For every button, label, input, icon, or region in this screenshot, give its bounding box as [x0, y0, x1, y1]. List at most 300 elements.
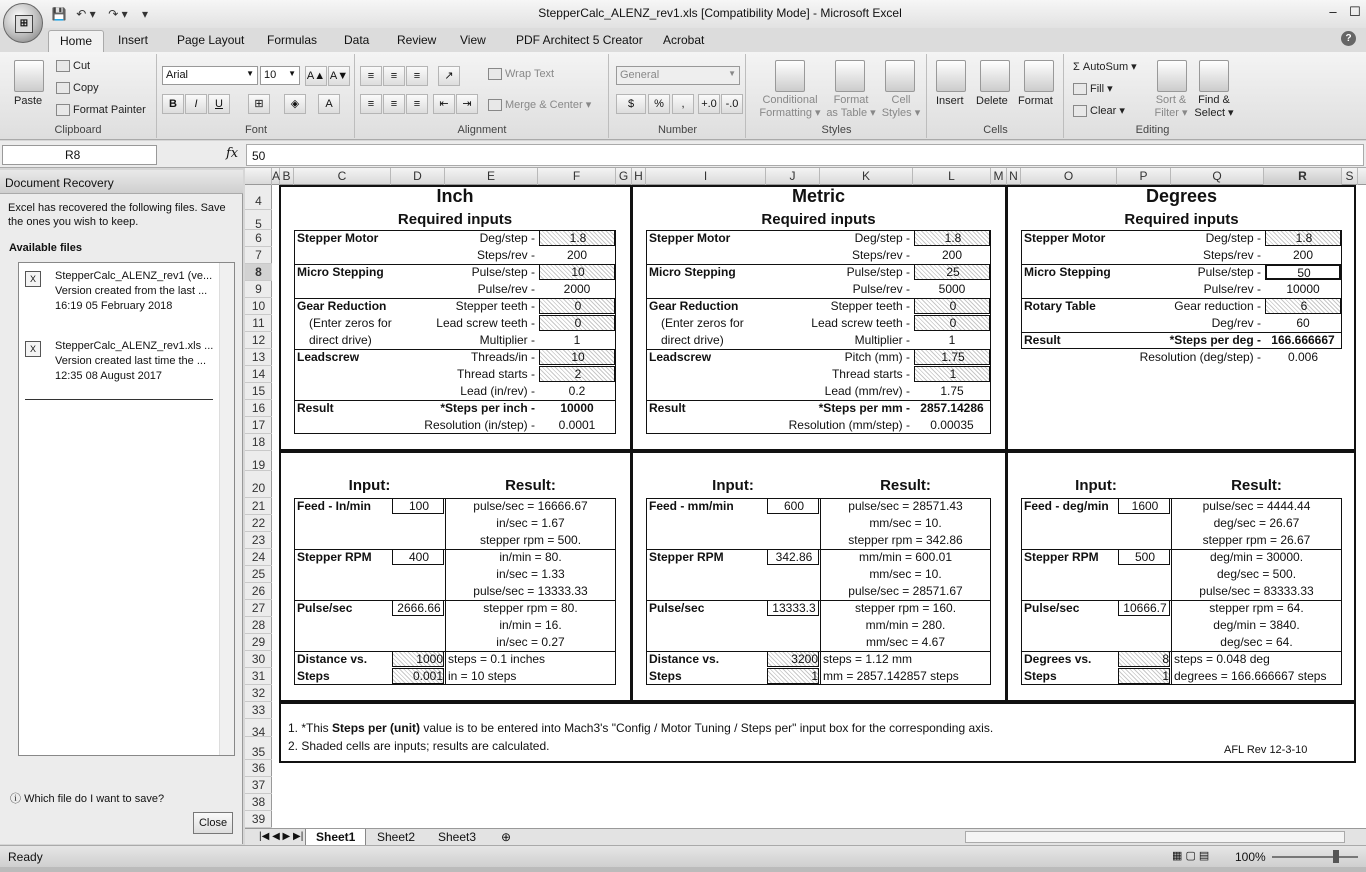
increase-decimal-button[interactable]: +.0 [698, 94, 720, 114]
sheet-tab-2[interactable]: Sheet2 [377, 830, 416, 844]
calc-input-label[interactable]: Pulse/sec [649, 601, 705, 615]
gear-reduction-label[interactable]: Gear Reduction [297, 299, 387, 313]
column-header-h[interactable]: H [632, 168, 646, 185]
calc-result[interactable]: in/min = 80. [499, 550, 562, 564]
calc-result[interactable]: pulse/sec = 4444.44 [1202, 499, 1311, 513]
row-header-38[interactable]: 38 [245, 794, 272, 811]
threads-label[interactable]: Threads/in - [470, 350, 535, 364]
steps-label[interactable]: Steps [649, 669, 682, 683]
row-header-8[interactable]: 8 [245, 264, 272, 281]
column-header-i[interactable]: I [646, 168, 766, 185]
insert-cells-icon[interactable] [936, 60, 966, 92]
recovery-file-item[interactable] [25, 269, 221, 315]
pulse-rev-value[interactable]: 10000 [1286, 282, 1320, 296]
steps-input[interactable]: 1 [1118, 668, 1170, 684]
note-1[interactable] [288, 720, 1168, 737]
steps-per-unit-value[interactable]: 2857.14286 [920, 401, 984, 415]
shrink-font-button[interactable]: A▼ [328, 66, 350, 86]
stepper-teeth-input[interactable]: 0 [539, 298, 615, 314]
micro-stepping-label[interactable]: Micro Stepping [649, 265, 736, 279]
paste-button[interactable]: Paste [14, 95, 43, 107]
calc-input-label[interactable]: Feed - In/min [297, 499, 372, 513]
font-size-select[interactable]: 10 ▼ [260, 66, 300, 85]
autosum-button[interactable] [1073, 60, 1137, 73]
row-header-32[interactable]: 32 [245, 685, 272, 702]
column-header-l[interactable]: L [913, 168, 991, 185]
steps-rev-value[interactable]: 200 [941, 248, 963, 262]
steps-per-unit-label[interactable]: *Steps per inch - [440, 401, 535, 415]
tab-pdf-architect[interactable]: PDF Architect 5 Creator [516, 33, 643, 47]
pulse-rev-label[interactable]: Pulse/rev - [852, 282, 910, 296]
calc-result[interactable]: pulse/sec = 16666.67 [473, 499, 588, 513]
merge-center-button[interactable] [488, 98, 591, 111]
calc-result[interactable]: stepper rpm = 80. [483, 601, 578, 615]
font-name-select[interactable]: Arial ▼ [162, 66, 258, 85]
recovery-file-item[interactable] [25, 339, 221, 385]
conditional-formatting-icon[interactable] [775, 60, 805, 92]
calc-result[interactable]: deg/min = 3840. [1213, 618, 1300, 632]
insert-cells-button[interactable]: Insert [936, 95, 964, 107]
row-header-25[interactable]: 25 [245, 566, 272, 583]
resolution-value[interactable]: 0.006 [1287, 350, 1319, 364]
steps-rev-value[interactable]: 200 [1292, 248, 1314, 262]
align-top-icon[interactable]: ≡ [360, 66, 382, 86]
number-format-select[interactable]: General ▼ [616, 66, 740, 85]
gear-reduction-label[interactable]: Gear reduction - [1174, 299, 1261, 313]
comma-button[interactable]: , [672, 94, 694, 114]
steps-input[interactable]: 0.001 [392, 668, 444, 684]
column-header-n[interactable]: N [1007, 168, 1021, 185]
calc-input[interactable]: 1600 [1118, 498, 1170, 514]
inch-title[interactable]: Inch [436, 186, 474, 206]
deg-step-label[interactable]: Deg/step - [1205, 231, 1261, 245]
pulse-step-label[interactable]: Pulse/step - [471, 265, 535, 279]
row-header-26[interactable]: 26 [245, 583, 272, 600]
row-header-22[interactable]: 22 [245, 515, 272, 532]
row-header-33[interactable]: 33 [245, 702, 272, 719]
row-header-21[interactable]: 21 [245, 498, 272, 515]
orientation-icon[interactable]: ↗ [438, 66, 460, 86]
calc-input[interactable]: 600 [767, 498, 819, 514]
deg-step-label[interactable]: Deg/step - [479, 231, 535, 245]
lead-screw-teeth-label[interactable]: Lead screw teeth - [811, 316, 910, 330]
calc-result[interactable]: stepper rpm = 64. [1209, 601, 1304, 615]
result-heading[interactable]: Result: [505, 477, 556, 494]
align-middle-icon[interactable]: ≡ [383, 66, 405, 86]
distance-result[interactable]: steps = 0.1 inches [448, 652, 546, 666]
multiplier-value[interactable]: 1 [573, 333, 581, 347]
tab-formulas[interactable]: Formulas [267, 33, 318, 47]
inch-required-inputs[interactable]: Required inputs [397, 211, 513, 228]
stepper-teeth-input[interactable]: 0 [914, 298, 990, 314]
column-header-c[interactable]: C [294, 168, 391, 185]
result-label[interactable]: Result [1024, 333, 1061, 347]
gear-note-2[interactable]: direct drive) [661, 333, 724, 347]
recovery-scrollbar[interactable] [219, 263, 234, 755]
percent-button[interactable]: % [648, 94, 670, 114]
row-header-23[interactable]: 23 [245, 532, 272, 549]
row-header-9[interactable]: 9 [245, 281, 272, 298]
steps-result[interactable]: in = 10 steps [448, 669, 517, 683]
paste-icon[interactable] [14, 60, 44, 92]
row-header-24[interactable]: 24 [245, 549, 272, 566]
calc-result[interactable]: mm/min = 600.01 [858, 550, 953, 564]
calc-input[interactable]: 100 [392, 498, 444, 514]
row-header-16[interactable]: 16 [245, 400, 272, 417]
format-as-table-icon[interactable] [835, 60, 865, 92]
steps-label[interactable]: Steps [1024, 669, 1057, 683]
tab-scroll-arrows-icon[interactable]: |◀ ◀ ▶ ▶| [259, 831, 304, 842]
zoom-slider[interactable] [1272, 856, 1358, 858]
row-header-14[interactable]: 14 [245, 366, 272, 383]
align-bottom-icon[interactable]: ≡ [406, 66, 428, 86]
calc-input-label[interactable]: Pulse/sec [1024, 601, 1080, 615]
cell-styles-button[interactable] [879, 94, 923, 120]
font-color-icon[interactable]: A [318, 94, 340, 114]
delete-cells-icon[interactable] [980, 60, 1010, 92]
result-heading[interactable]: Result: [1231, 477, 1282, 494]
fx-icon[interactable]: fx [226, 146, 239, 161]
deg-rev-label[interactable]: Deg/rev - [1211, 316, 1261, 330]
column-header-b[interactable]: B [280, 168, 294, 185]
threads-input[interactable]: 10 [539, 349, 615, 365]
row-header-12[interactable]: 12 [245, 332, 272, 349]
row-header-17[interactable]: 17 [245, 417, 272, 434]
formula-input[interactable]: 50 [246, 144, 1364, 166]
result-label[interactable]: Result [649, 401, 686, 415]
column-header-a[interactable]: A [272, 169, 281, 183]
row-header-7[interactable]: 7 [245, 247, 272, 264]
minimize-button[interactable]: – [1329, 4, 1337, 19]
column-header-g[interactable]: G [616, 168, 632, 185]
cut-button[interactable] [56, 60, 90, 72]
distance-label[interactable]: Distance vs. [297, 652, 368, 666]
thread-starts-input[interactable]: 1 [914, 366, 990, 382]
row-header-6[interactable]: 6 [245, 230, 272, 247]
sort-filter-icon[interactable] [1157, 60, 1187, 92]
rotary-table-label[interactable]: Rotary Table [1024, 299, 1096, 313]
calc-result[interactable]: deg/sec = 500. [1216, 567, 1297, 581]
grow-font-button[interactable]: A▲ [305, 66, 327, 86]
calc-input[interactable]: 342.86 [767, 549, 819, 565]
calc-result[interactable]: deg/min = 30000. [1209, 550, 1304, 564]
steps-rev-label[interactable]: Steps/rev - [1202, 248, 1261, 262]
deg-step-label[interactable]: Deg/step - [854, 231, 910, 245]
distance-input[interactable]: 1000 [392, 651, 444, 667]
redo-icon[interactable]: ↷ ▾ [108, 7, 128, 21]
view-buttons-icon[interactable]: ▦ ▢ ▤ [1172, 850, 1210, 862]
calc-result[interactable]: deg/sec = 26.67 [1213, 516, 1300, 530]
steps-rev-label[interactable]: Steps/rev - [476, 248, 535, 262]
input-heading[interactable]: Input: [712, 477, 754, 494]
close-button[interactable]: Close [193, 812, 233, 834]
delete-cells-button[interactable]: Delete [976, 95, 1008, 107]
calc-input-label[interactable]: Feed - deg/min [1024, 499, 1109, 513]
tab-review[interactable]: Review [397, 33, 437, 47]
resolution-label[interactable]: Resolution (mm/step) - [788, 418, 910, 432]
calc-input-label[interactable]: Feed - mm/min [649, 499, 734, 513]
calc-input-label[interactable]: Stepper RPM [297, 550, 372, 564]
column-header-o[interactable]: O [1021, 168, 1117, 185]
row-header-34[interactable]: 34 [245, 719, 272, 737]
deg-rev-value[interactable]: 60 [1296, 316, 1310, 330]
row-header-27[interactable]: 27 [245, 600, 272, 617]
degrees-required-inputs[interactable]: Required inputs [1124, 211, 1239, 228]
column-header-r[interactable]: R [1264, 168, 1342, 185]
wrap-text-button[interactable] [488, 68, 554, 80]
calc-result[interactable]: deg/sec = 64. [1220, 635, 1293, 649]
calc-result[interactable]: pulse/sec = 28571.67 [848, 584, 963, 598]
tab-home[interactable]: Home [48, 30, 104, 52]
leadscrew-label[interactable]: Leadscrew [649, 350, 712, 364]
metric-title[interactable]: Metric [791, 186, 845, 206]
column-header-s[interactable]: S [1342, 168, 1358, 185]
lead-label[interactable]: Lead (mm/rev) - [824, 384, 910, 398]
name-box[interactable]: R8 [2, 145, 157, 165]
increase-indent-icon[interactable]: ⇥ [456, 94, 478, 114]
stepper-teeth-label[interactable]: Stepper teeth - [455, 299, 535, 313]
calc-result[interactable]: pulse/sec = 28571.43 [848, 499, 963, 513]
calc-result[interactable]: mm/sec = 4.67 [865, 635, 946, 649]
calc-input[interactable]: 500 [1118, 549, 1170, 565]
lead-screw-teeth-input[interactable]: 0 [539, 315, 615, 331]
column-header-j[interactable]: J [766, 168, 820, 185]
steps-rev-label[interactable]: Steps/rev - [851, 248, 910, 262]
row-header-31[interactable]: 31 [245, 668, 272, 685]
deg-step-input[interactable]: 1.8 [1265, 230, 1341, 246]
column-header-q[interactable]: Q [1171, 168, 1264, 185]
calc-result[interactable]: stepper rpm = 500. [479, 533, 582, 547]
pulse-step-input[interactable]: 25 [914, 264, 990, 280]
steps-result[interactable]: mm = 2857.142857 steps [823, 669, 959, 683]
help-icon[interactable]: ? [1341, 31, 1356, 46]
steps-per-unit-label[interactable]: *Steps per mm - [818, 401, 910, 415]
pulse-step-input[interactable]: 10 [539, 264, 615, 280]
format-cells-icon[interactable] [1024, 60, 1054, 92]
pulse-rev-label[interactable]: Pulse/rev - [1203, 282, 1261, 296]
gear-note-1[interactable]: (Enter zeros for [661, 316, 744, 330]
insert-sheet-icon[interactable]: ⊕ [501, 830, 512, 844]
select-all-corner[interactable] [245, 168, 272, 185]
steps-per-unit-label[interactable]: *Steps per deg - [1169, 333, 1261, 347]
calc-input-label[interactable]: Stepper RPM [649, 550, 724, 564]
calc-result[interactable]: stepper rpm = 160. [854, 601, 957, 615]
gear-note-1[interactable]: (Enter zeros for [309, 316, 392, 330]
calc-input[interactable]: 2666.66 [392, 600, 444, 616]
office-button[interactable] [3, 3, 43, 43]
tab-page-layout[interactable]: Page Layout [177, 33, 245, 47]
copy-button[interactable] [56, 82, 99, 94]
pulse-rev-value[interactable]: 2000 [563, 282, 591, 296]
deg-step-input[interactable]: 1.8 [914, 230, 990, 246]
bold-button[interactable]: B [162, 94, 184, 114]
distance-result[interactable]: steps = 1.12 mm [823, 652, 913, 666]
lead-screw-teeth-input[interactable]: 0 [914, 315, 990, 331]
row-header-29[interactable]: 29 [245, 634, 272, 651]
gear-note-2[interactable]: direct drive) [309, 333, 372, 347]
steps-label[interactable]: Steps [297, 669, 330, 683]
calc-input[interactable]: 13333.3 [767, 600, 819, 616]
calc-result[interactable]: in/sec = 0.27 [496, 635, 565, 649]
italic-button[interactable]: I [185, 94, 207, 114]
align-center-icon[interactable]: ≡ [383, 94, 405, 114]
deg-step-input[interactable]: 1.8 [539, 230, 615, 246]
calc-result[interactable]: in/min = 16. [499, 618, 562, 632]
calc-input-label[interactable]: Pulse/sec [297, 601, 353, 615]
column-header-d[interactable]: D [391, 168, 445, 185]
calc-result[interactable]: in/sec = 1.67 [496, 516, 565, 530]
resolution-value[interactable]: 0.00035 [930, 418, 974, 432]
distance-label[interactable]: Distance vs. [649, 652, 720, 666]
row-header-36[interactable]: 36 [245, 760, 272, 777]
resolution-label[interactable]: Resolution (deg/step) - [1139, 350, 1261, 364]
conditional-formatting-button[interactable] [755, 94, 825, 120]
distance-result[interactable]: steps = 0.048 deg [1174, 652, 1270, 666]
threads-input[interactable]: 1.75 [914, 349, 990, 365]
column-header-k[interactable]: K [820, 168, 913, 185]
revision-label[interactable]: AFL Rev 12-3-10 [1224, 744, 1308, 756]
binoculars-icon[interactable] [1199, 60, 1229, 92]
undo-icon[interactable]: ↶ ▾ [76, 7, 96, 21]
row-header-4[interactable]: 4 [245, 185, 272, 210]
tab-data[interactable]: Data [344, 33, 370, 47]
decrease-decimal-button[interactable]: -.0 [721, 94, 743, 114]
micro-stepping-label[interactable]: Micro Stepping [1024, 265, 1111, 279]
distance-input[interactable]: 3200 [767, 651, 819, 667]
tab-acrobat[interactable]: Acrobat [663, 33, 705, 47]
tab-view[interactable]: View [460, 33, 486, 47]
format-as-table-button[interactable] [823, 94, 879, 120]
micro-stepping-label[interactable]: Micro Stepping [297, 265, 384, 279]
distance-label[interactable]: Degrees vs. [1024, 652, 1092, 666]
steps-per-unit-value[interactable]: 166.666667 [1271, 333, 1335, 347]
threads-label[interactable]: Pitch (mm) - [844, 350, 910, 364]
resolution-value[interactable]: 0.0001 [558, 418, 596, 432]
gear-reduction-label[interactable]: Gear Reduction [649, 299, 739, 313]
fill-button[interactable] [1073, 82, 1113, 95]
format-cells-button[interactable]: Format [1018, 95, 1053, 107]
column-header-e[interactable]: E [445, 168, 538, 185]
calc-result[interactable]: stepper rpm = 342.86 [848, 533, 963, 547]
stepper-motor-label[interactable]: Stepper Motor [649, 231, 731, 245]
steps-rev-value[interactable]: 200 [566, 248, 588, 262]
gear-reduction-input[interactable]: 6 [1265, 298, 1341, 314]
clear-button[interactable] [1073, 104, 1125, 117]
thread-starts-label[interactable]: Thread starts - [831, 367, 910, 381]
decrease-indent-icon[interactable]: ⇤ [433, 94, 455, 114]
horizontal-scrollbar[interactable] [965, 831, 1345, 843]
zoom-slider-thumb[interactable] [1333, 850, 1339, 863]
row-header-5[interactable]: 5 [245, 210, 272, 230]
metric-required-inputs[interactable]: Required inputs [761, 211, 876, 228]
degrees-title[interactable]: Degrees [1145, 186, 1218, 206]
customize-qat-icon[interactable]: ▾ [141, 7, 149, 21]
save-icon[interactable]: 💾 [51, 7, 67, 21]
calc-result[interactable]: mm/sec = 10. [869, 567, 942, 581]
lead-value[interactable]: 0.2 [568, 384, 586, 398]
cell-grid[interactable] [272, 185, 1366, 828]
pulse-rev-value[interactable]: 5000 [938, 282, 966, 296]
stepper-motor-label[interactable]: Stepper Motor [297, 231, 379, 245]
row-header-18[interactable]: 18 [245, 434, 272, 451]
result-heading[interactable]: Result: [880, 477, 931, 494]
row-header-30[interactable]: 30 [245, 651, 272, 668]
calc-result[interactable]: pulse/sec = 13333.33 [473, 584, 588, 598]
lead-value[interactable]: 1.75 [940, 384, 964, 398]
calc-result[interactable]: mm/min = 280. [865, 618, 946, 632]
column-header-f[interactable]: F [538, 168, 616, 185]
format-painter-button[interactable] [56, 104, 146, 116]
maximize-button[interactable]: ☐ [1349, 4, 1361, 19]
currency-button[interactable]: $ [616, 94, 646, 114]
lead-label[interactable]: Lead (in/rev) - [460, 384, 535, 398]
row-header-13[interactable]: 13 [245, 349, 272, 366]
align-left-icon[interactable]: ≡ [360, 94, 382, 114]
note-2[interactable]: 2. Shaded cells are inputs; results are calculated. [288, 739, 550, 753]
input-heading[interactable]: Input: [348, 477, 391, 494]
recovery-help-link[interactable] [10, 790, 164, 806]
calc-result[interactable]: stepper rpm = 26.67 [1202, 533, 1311, 547]
distance-input[interactable]: 8 [1118, 651, 1170, 667]
row-header-11[interactable]: 11 [245, 315, 272, 332]
stepper-teeth-label[interactable]: Stepper teeth - [830, 299, 910, 313]
multiplier-value[interactable]: 1 [948, 333, 956, 347]
pulse-step-input[interactable]: 50 [1265, 264, 1341, 280]
tab-insert[interactable]: Insert [118, 33, 149, 47]
pulse-step-label[interactable]: Pulse/step - [846, 265, 910, 279]
calc-result[interactable]: pulse/sec = 83333.33 [1199, 584, 1314, 598]
sheet-tab-3[interactable]: Sheet3 [438, 830, 477, 844]
calc-input[interactable]: 400 [392, 549, 444, 565]
steps-result[interactable]: degrees = 166.666667 steps [1174, 669, 1327, 683]
row-header-35[interactable]: 35 [245, 737, 272, 760]
row-header-15[interactable]: 15 [245, 383, 272, 400]
column-header-p[interactable]: P [1117, 168, 1171, 185]
thread-starts-label[interactable]: Thread starts - [456, 367, 535, 381]
worksheet[interactable] [245, 168, 1366, 828]
find-select-button[interactable] [1191, 94, 1237, 120]
sort-filter-button[interactable] [1149, 94, 1193, 120]
stepper-motor-label[interactable]: Stepper Motor [1024, 231, 1106, 245]
calc-result[interactable]: in/sec = 1.33 [496, 567, 565, 581]
steps-per-unit-value[interactable]: 10000 [560, 401, 594, 415]
row-header-10[interactable]: 10 [245, 298, 272, 315]
pulse-rev-label[interactable]: Pulse/rev - [477, 282, 535, 296]
calc-input[interactable]: 10666.7 [1118, 600, 1170, 616]
pulse-step-label[interactable]: Pulse/step - [1197, 265, 1261, 279]
underline-button[interactable]: U [208, 94, 230, 114]
steps-input[interactable]: 1 [767, 668, 819, 684]
row-header-20[interactable]: 20 [245, 471, 272, 498]
sheet-tab-1[interactable]: Sheet1 [305, 829, 366, 846]
resolution-label[interactable]: Resolution (in/step) - [424, 418, 535, 432]
column-header-m[interactable]: M [991, 168, 1007, 185]
row-header-19[interactable]: 19 [245, 451, 272, 471]
leadscrew-label[interactable]: Leadscrew [297, 350, 360, 364]
row-header-37[interactable]: 37 [245, 777, 272, 794]
thread-starts-input[interactable]: 2 [539, 366, 615, 382]
align-right-icon[interactable]: ≡ [406, 94, 428, 114]
result-label[interactable]: Result [297, 401, 334, 415]
cell-styles-icon[interactable] [885, 60, 915, 92]
multiplier-label[interactable]: Multiplier - [479, 333, 535, 347]
input-heading[interactable]: Input: [1075, 477, 1117, 494]
calc-input-label[interactable]: Stepper RPM [1024, 550, 1099, 564]
calc-result[interactable]: mm/sec = 10. [869, 516, 942, 530]
row-header-28[interactable]: 28 [245, 617, 272, 634]
row-header-39[interactable]: 39 [245, 811, 272, 828]
fill-color-icon[interactable]: ◈ [284, 94, 306, 114]
